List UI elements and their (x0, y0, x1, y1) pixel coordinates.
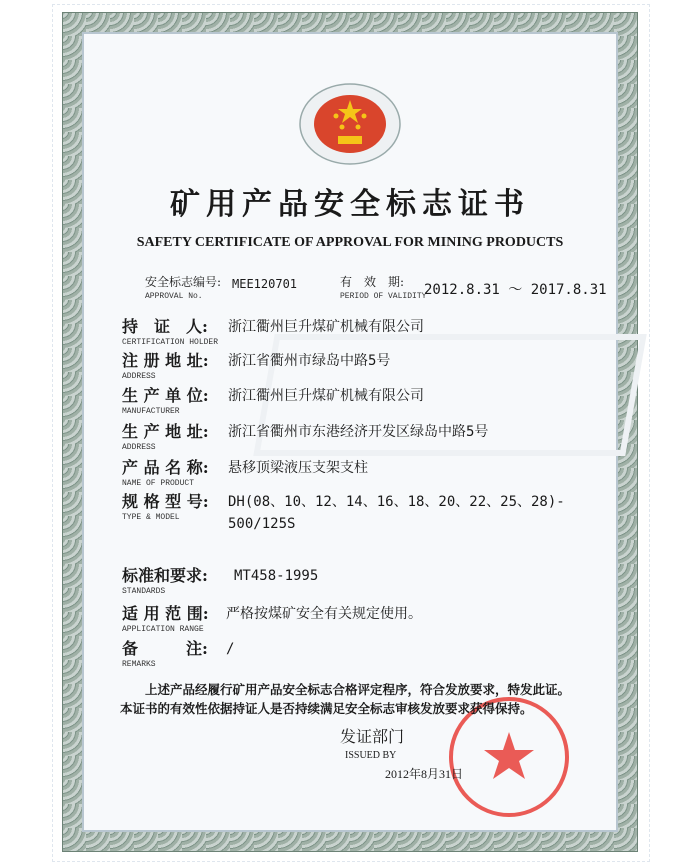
address-label: 注 册 地 址: (122, 351, 209, 370)
production-address-label-en: ADDRESS (122, 443, 156, 452)
product-name-label: 产 品 名 称: (122, 458, 209, 477)
issuer-label-en: ISSUED BY (345, 750, 397, 761)
state-emblem (298, 82, 402, 166)
production-address-label: 生 产 地 址: (122, 422, 209, 441)
holder-label: 持 证 人: (122, 317, 208, 336)
validity-period: 2012.8.31 ～ 2017.8.31 (424, 282, 607, 298)
standards-value: MT458-1995 (234, 568, 319, 584)
model-label: 规 格 型 号: (122, 492, 209, 511)
validity-label: 有 效 期: (340, 275, 405, 289)
production-address-value: 浙江省衢州市东港经济开发区绿岛中路5号 (228, 424, 489, 440)
model-value-line2: 500/125S (228, 516, 296, 532)
title-cn: 矿用产品安全标志证书 (170, 187, 530, 222)
remarks-label-en: REMARKS (122, 660, 156, 669)
application-label: 适 用 范 围: (122, 604, 209, 623)
title-en: SAFETY CERTIFICATE OF APPROVAL FOR MINING PRODUCTS (136, 235, 564, 250)
remarks-value: / (226, 641, 235, 657)
approval-label: 安全标志编号: (145, 275, 222, 289)
issue-date: 2012年8月31日 (385, 767, 464, 781)
manufacturer-label: 生 产 单 位: (122, 386, 209, 405)
model-label-en: TYPE & MODEL (122, 513, 180, 522)
approval-label-en: APPROVAL No. (145, 292, 203, 301)
holder-label-en: CERTIFICATION HOLDER (122, 338, 219, 347)
statement: 上述产品经履行矿用产品安全标志合格评定程序，符合发放要求，特发此证。本证书的有效性依据持证人是否持续满足安全标志审核发放要求获得保持。 (120, 682, 571, 716)
model-value: DH(08、10、12、14、16、18、20、22、25、28)- (228, 494, 565, 510)
holder-value: 浙江衢州巨升煤矿机械有限公司 (228, 319, 424, 335)
approval-number: MEE120701 (232, 277, 298, 291)
manufacturer-value: 浙江衢州巨升煤矿机械有限公司 (228, 388, 424, 404)
address-value: 浙江省衢州市绿岛中路5号 (228, 353, 391, 369)
application-value: 严格按煤矿安全有关规定使用。 (226, 606, 422, 622)
standards-label-en: STANDARDS (122, 587, 166, 596)
issuer-label: 发证部门 (340, 727, 405, 746)
manufacturer-label-en: MANUFACTURER (122, 407, 180, 416)
application-label-en: APPLICATION RANGE (122, 625, 204, 634)
product-name-label-en: NAME OF PRODUCT (122, 479, 195, 488)
product-name-value: 悬移顶梁液压支架支柱 (228, 460, 368, 476)
validity-label-en: PERIOD OF VALIDITY (340, 292, 427, 301)
remarks-label: 备 注: (122, 639, 208, 658)
address-label-en: ADDRESS (122, 372, 156, 381)
standards-label: 标准和要求: (122, 566, 208, 585)
